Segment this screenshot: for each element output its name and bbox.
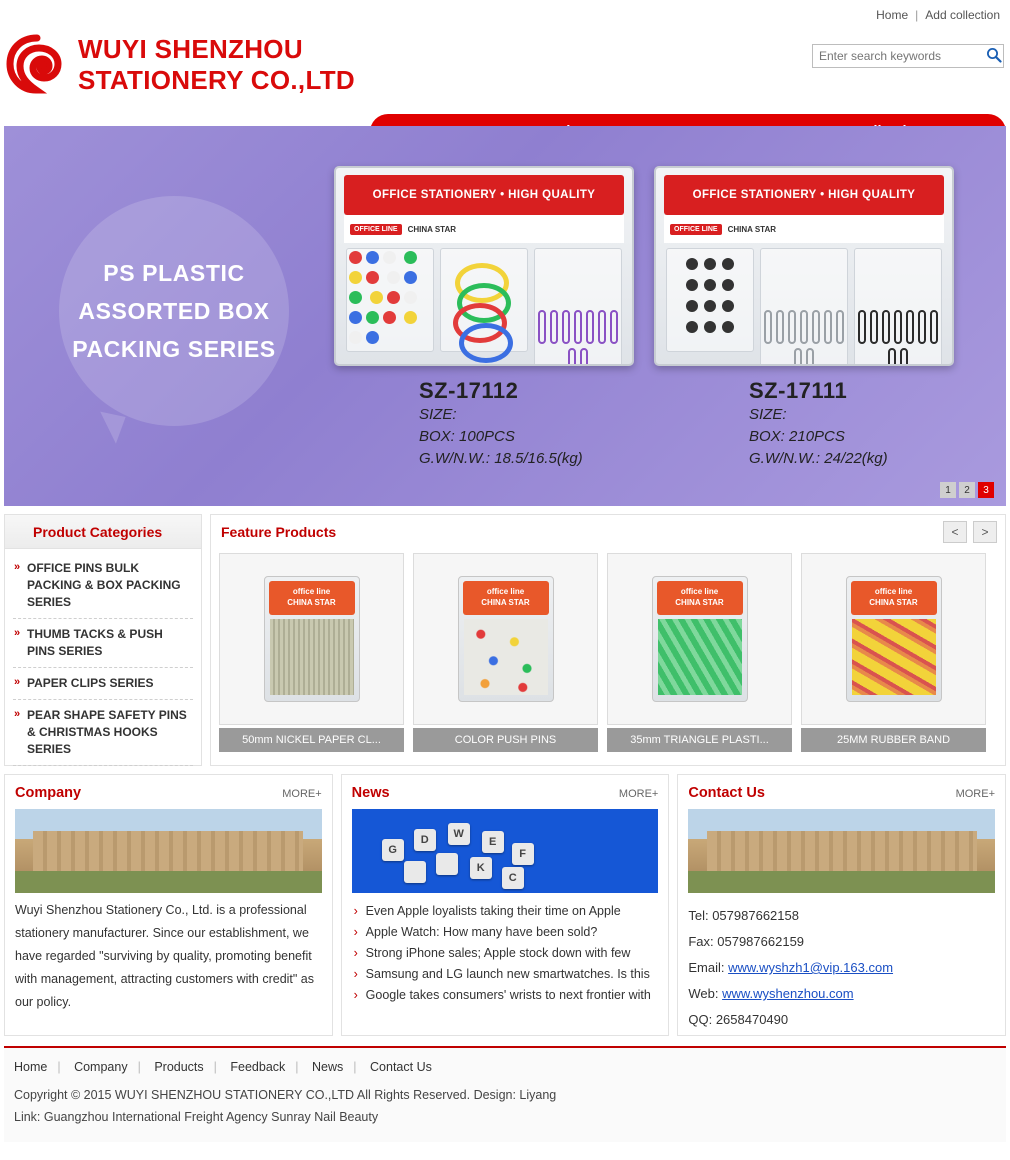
contact-tel-value: 057987662158 bbox=[712, 908, 799, 923]
feature-products-panel bbox=[210, 514, 1006, 766]
footer-sep-3: | bbox=[213, 1060, 217, 1074]
news-item-1[interactable]: › Even Apple loyalists taking their time on Apple bbox=[352, 901, 659, 922]
contact-tel bbox=[688, 903, 995, 929]
contact-email-link[interactable]: www.wyshzh1@vip.163.com bbox=[728, 960, 894, 975]
contact-qq-label: QQ: bbox=[688, 1012, 713, 1027]
feature-product-title-1: 50mm NICKEL PAPER CL... bbox=[219, 728, 404, 752]
company-panel-title: Company bbox=[15, 785, 82, 801]
bottom-panels bbox=[4, 774, 1006, 1036]
feature-box-cap-line1-2: office line bbox=[486, 587, 525, 596]
banner-box-label-2 bbox=[664, 215, 944, 243]
category-item-paper-clips[interactable]: » PAPER CLIPS SERIES bbox=[13, 668, 193, 700]
banner-box-pane-clips-1 bbox=[534, 248, 622, 366]
banner-box-brand2-1: CHINA STAR bbox=[407, 224, 457, 234]
feature-box-cap-2 bbox=[463, 581, 549, 615]
search-box[interactable] bbox=[812, 44, 1004, 68]
news-item-5[interactable]: › Google takes consumers' wrists to next frontier with bbox=[352, 985, 659, 1006]
banner-product-code-2: SZ-17111 bbox=[749, 378, 848, 403]
news-more-link[interactable]: MORE+ bbox=[618, 788, 659, 800]
company-panel bbox=[4, 774, 333, 1036]
banner-product-size-2: SIZE: bbox=[749, 406, 787, 423]
news-panel-head bbox=[352, 783, 659, 809]
footer-link-company[interactable]: Company bbox=[74, 1060, 128, 1074]
banner-box-brand2-2: CHINA STAR bbox=[727, 224, 777, 234]
topbar-home-link[interactable]: Home bbox=[876, 8, 909, 22]
banner-box-pane-clips-silver-2 bbox=[760, 248, 848, 366]
banner-product-gw-1: G.W/N.W.: 18.5/16.5(kg) bbox=[419, 450, 583, 467]
company-more-link[interactable]: MORE+ bbox=[282, 788, 322, 800]
banner-page-1[interactable]: 1 bbox=[940, 482, 956, 498]
banner-box-pane-beads-1 bbox=[346, 248, 434, 352]
feature-next-button[interactable]: > bbox=[973, 521, 997, 543]
feature-box-cap-3 bbox=[657, 581, 743, 615]
feature-product-thumb-4 bbox=[801, 553, 986, 725]
search-button[interactable] bbox=[980, 45, 1008, 67]
feature-product-thumb-3 bbox=[607, 553, 792, 725]
company-name-line2: STATIONERY CO.,LTD bbox=[78, 65, 355, 95]
banner-box-label-1 bbox=[344, 215, 624, 243]
banner-callout-bubble bbox=[59, 196, 289, 426]
logo-block[interactable] bbox=[6, 30, 355, 96]
company-photo bbox=[15, 809, 322, 893]
news-panel-title: News bbox=[351, 785, 390, 801]
topbar-separator: | bbox=[915, 8, 919, 22]
banner-box-top-text-2: OFFICE STATIONERY • HIGH QUALITY bbox=[664, 175, 944, 215]
feature-box-cap-line1-1: office line bbox=[292, 587, 331, 596]
contact-qq-value: 2658470490 bbox=[715, 1012, 789, 1027]
banner-caption-2 bbox=[749, 378, 888, 470]
footer-copyright: Copyright © 2015 WUYI SHENZHOU STATIONERY CO.,LTD All Rights Reserved. Design: Liyang bbox=[14, 1088, 557, 1102]
news-list bbox=[352, 901, 659, 1006]
banner-box-pane-bands-1 bbox=[440, 248, 528, 352]
contact-panel-title: Contact Us bbox=[688, 785, 765, 801]
hero-banner bbox=[4, 126, 1006, 506]
contact-email bbox=[688, 955, 995, 981]
footer-link-news[interactable]: News bbox=[312, 1060, 344, 1074]
news-item-4[interactable]: › Samsung and LG launch new smartwatches. Is this bbox=[352, 964, 659, 985]
banner-product-box-2: BOX: 210PCS bbox=[749, 428, 845, 445]
feature-box-cap-line1-4: office line bbox=[874, 587, 913, 596]
company-logo-icon bbox=[6, 34, 68, 96]
footer-sep-5: | bbox=[353, 1060, 357, 1074]
banner-product-size-1: SIZE: bbox=[419, 406, 457, 423]
contact-web bbox=[688, 981, 995, 1007]
contact-qq bbox=[688, 1007, 995, 1033]
banner-box-top-text-1: OFFICE STATIONERY • HIGH QUALITY bbox=[344, 175, 624, 215]
company-name bbox=[78, 34, 355, 96]
topbar bbox=[0, 0, 1010, 30]
feature-prev-button[interactable]: < bbox=[943, 521, 967, 543]
banner-product-image-1 bbox=[334, 166, 634, 366]
banner-callout-line1: PS PLASTIC bbox=[103, 260, 245, 286]
footer-sep-1: | bbox=[57, 1060, 61, 1074]
feature-box-cap-4 bbox=[851, 581, 937, 615]
feature-products-title: Feature Products bbox=[211, 515, 1005, 549]
contact-panel-head bbox=[688, 783, 995, 809]
feature-product-title-2: COLOR PUSH PINS bbox=[413, 728, 598, 752]
banner-callout-text bbox=[72, 254, 276, 368]
feature-product-card-4[interactable] bbox=[801, 553, 986, 752]
banner-box-pane-clips-dark-2 bbox=[854, 248, 942, 366]
contact-web-link[interactable]: www.wyshenzhou.com bbox=[722, 986, 854, 1001]
banner-product-box-1: BOX: 100PCS bbox=[419, 428, 515, 445]
contact-photo bbox=[688, 809, 995, 893]
footer-sep-2: | bbox=[137, 1060, 141, 1074]
banner-page-3[interactable]: 3 bbox=[978, 482, 994, 498]
feature-box-cap-line2-1: CHINA STAR bbox=[287, 598, 336, 607]
contact-web-label: Web: bbox=[688, 986, 719, 1001]
banner-box-brand-1: OFFICE LINE bbox=[350, 224, 402, 235]
feature-box-cap-line1-3: office line bbox=[680, 587, 719, 596]
contact-more-link[interactable]: MORE+ bbox=[955, 788, 996, 800]
category-item-office-pins[interactable]: » OFFICE PINS BULK PACKING & BOX PACKING SERIES bbox=[13, 553, 193, 619]
feature-product-title-4: 25MM RUBBER BAND bbox=[801, 728, 986, 752]
banner-callout-line2: ASSORTED BOX bbox=[78, 298, 270, 324]
footer-partner-links: Link: Guangzhou International Freight Agency Sunray Nail Beauty bbox=[14, 1110, 379, 1124]
company-panel-head bbox=[15, 783, 322, 809]
banner-product-code-1: SZ-17112 bbox=[419, 378, 519, 403]
product-categories-list bbox=[5, 549, 201, 766]
banner-product-gw-2: G.W/N.W.: 24/22(kg) bbox=[749, 450, 888, 467]
news-item-3[interactable]: › Strong iPhone sales; Apple stock down with few bbox=[352, 943, 659, 964]
magnifier-icon bbox=[986, 47, 1002, 66]
banner-page-2[interactable]: 2 bbox=[959, 482, 975, 498]
banner-box-brand-2: OFFICE LINE bbox=[670, 224, 722, 235]
banner-callout-line3: PACKING SERIES bbox=[72, 336, 276, 362]
feature-carousel-controls bbox=[943, 521, 997, 543]
news-photo: G D W E F K C bbox=[352, 809, 659, 893]
footer-link-home[interactable]: Home bbox=[14, 1060, 48, 1074]
contact-fax-value: 057987662159 bbox=[717, 934, 805, 949]
feature-box-cap-line2-3: CHINA STAR bbox=[675, 598, 724, 607]
product-categories-title: Product Categories bbox=[5, 515, 201, 549]
contact-email-label: Email: bbox=[688, 960, 725, 975]
footer-link-feedback[interactable]: Feedback bbox=[230, 1060, 286, 1074]
contact-details bbox=[688, 903, 995, 1033]
contact-panel bbox=[677, 774, 1006, 1036]
feature-product-card-2[interactable] bbox=[413, 553, 598, 752]
topbar-add-collection-link[interactable]: Add collection bbox=[925, 8, 1000, 22]
footer-link-contact[interactable]: Contact Us bbox=[370, 1060, 432, 1074]
news-panel bbox=[341, 774, 670, 1036]
feature-products-list bbox=[211, 549, 1005, 752]
company-description: Wuyi Shenzhou Stationery Co., Ltd. is a professional stationery manufacturer. Since our establishment, we have regarded "surviving by quality, promoting benefit with management, attracting customers with credit" as our policy. bbox=[15, 903, 315, 1009]
footer-sep-4: | bbox=[295, 1060, 299, 1074]
feature-product-thumb-1 bbox=[219, 553, 404, 725]
category-item-thumb-tacks[interactable]: » THUMB TACKS & PUSH PINS SERIES bbox=[13, 619, 193, 668]
feature-product-thumb-2 bbox=[413, 553, 598, 725]
product-categories-panel bbox=[4, 514, 202, 766]
feature-product-title-3: 35mm TRIANGLE PLASTI... bbox=[607, 728, 792, 752]
banner-pagination bbox=[940, 482, 994, 498]
search-input[interactable] bbox=[813, 45, 980, 67]
banner-product-image-2 bbox=[654, 166, 954, 366]
footer-links bbox=[14, 1060, 996, 1074]
site-header bbox=[0, 30, 1010, 120]
mid-section bbox=[4, 514, 1006, 766]
category-item-safety-pins[interactable]: » PEAR SHAPE SAFETY PINS & CHRISTMAS HOOKS SERIES bbox=[13, 700, 193, 766]
feature-product-card-1[interactable] bbox=[219, 553, 404, 752]
feature-product-card-3[interactable] bbox=[607, 553, 792, 752]
feature-box-cap-line2-4: CHINA STAR bbox=[869, 598, 918, 607]
news-item-2[interactable]: › Apple Watch: How many have been sold? bbox=[352, 922, 659, 943]
site-footer bbox=[4, 1046, 1006, 1142]
footer-link-products[interactable]: Products bbox=[154, 1060, 204, 1074]
contact-fax-label: Fax: bbox=[688, 934, 714, 949]
feature-box-cap-line2-2: CHINA STAR bbox=[481, 598, 530, 607]
banner-box-pane-tacks-2 bbox=[666, 248, 754, 352]
banner-caption-1 bbox=[419, 378, 583, 470]
company-name-line1: WUYI SHENZHOU bbox=[78, 34, 303, 64]
contact-fax bbox=[688, 929, 995, 955]
feature-box-cap-1 bbox=[269, 581, 355, 615]
contact-tel-label: Tel: bbox=[688, 908, 709, 923]
